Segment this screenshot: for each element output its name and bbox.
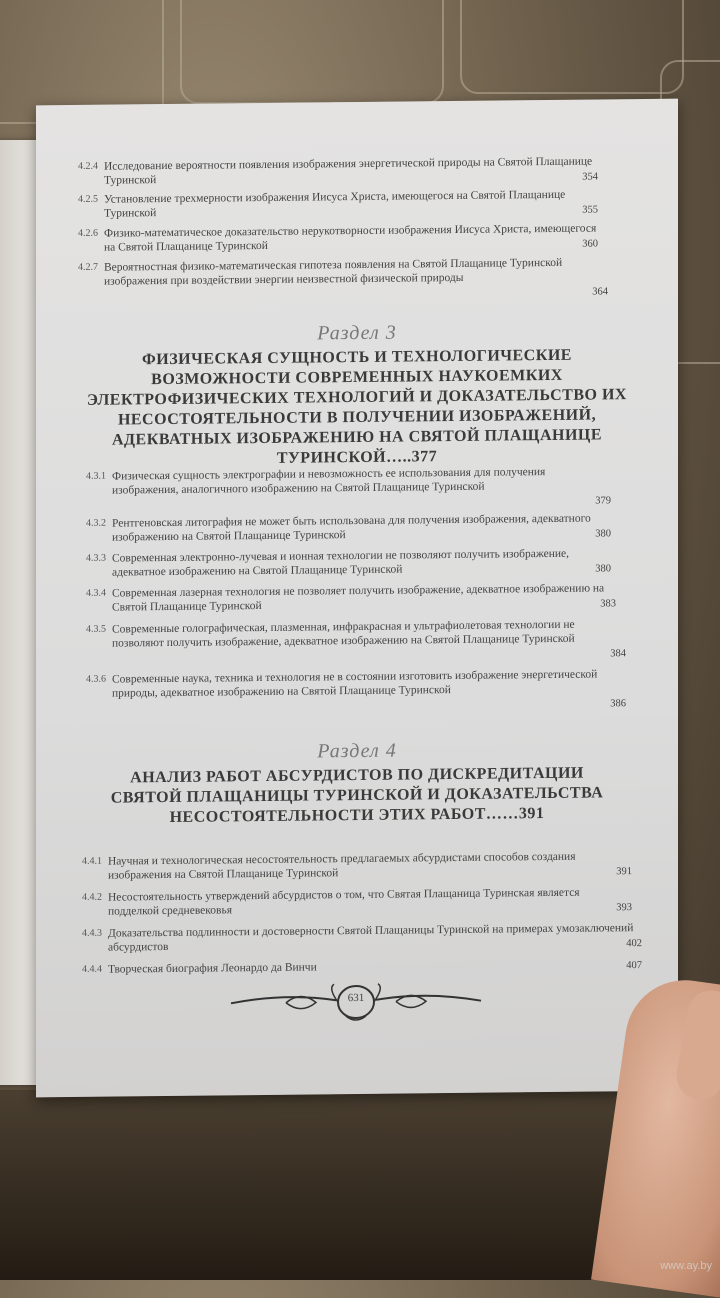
book-page [36,99,678,1098]
entry-title: Научная и технологическая несостоятельность предлагаемых абсурдистами способов создания изображения на Святой Плащанице Туринской [108,850,576,882]
entry-number: 4.2.4 [78,160,98,172]
toc-entry [86,546,611,581]
entry-title: Исследование вероятности появления изображения энергетической природы на Святой Плащанице Туринской [104,155,593,187]
entry-number: 4.3.5 [86,623,106,635]
entry-number: 4.4.1 [82,855,102,867]
entry-title: Современные голографическая, плазменная, инфракрасная и ультрафиолетовая технологии не позволяют получить изображение, адекватное изображению на Святой Плащанице Туринской [112,618,575,650]
page-number: 631 [347,991,365,1005]
entry-page: 383 [600,598,616,610]
entry-page: 379 [595,495,611,507]
entry-page: 355 [582,204,598,216]
entry-title: Установление трехмерности изображения Иисуса Христа, имеющегося на Святой Плащанице Туринской [104,188,566,220]
entry-page: 364 [592,286,608,298]
section-heading-text: ФИЗИЧЕСКАЯ СУЩНОСТЬ И ТЕХНОЛОГИЧЕСКИЕ ВОЗМОЖНОСТИ СОВРЕМЕННЫХ НАУКОЕМКИХ ЭЛЕКТРОФИЗИЧЕСКИХ ТЕХНОЛОГИЙ И ДОКАЗАТЕЛЬСТВО ИХ НЕСОСТОЯТЕЛЬНОСТИ В ПОЛУЧЕНИИ ИЗОБРАЖЕНИЙ, АДЕКВАТНЫХ ИЗОБРАЖЕНИЮ НА СВЯТОЙ ПЛАЩАНИЦЕ ТУРИНСКОЙ [87,346,627,467]
toc-entry [86,581,616,617]
section-heading-text: АНАЛИЗ РАБОТ АБСУРДИСТОВ ПО ДИСКРЕДИТАЦИИ СВЯТОЙ ПЛАЩАНИЦЫ ТУРИНСКОЙ И ДОКАЗАТЕЛЬСТВА НЕСОСТОЯТЕЛЬНОСТИ ЭТИХ РАБОТ [110,764,604,826]
section-title: Раздел 3 [317,321,397,345]
entry-number: 4.4.4 [82,963,102,975]
section-heading-page: 391 [518,805,545,823]
entry-number: 4.3.2 [86,517,106,529]
section-heading-page: 377 [411,448,438,466]
entry-number: 4.2.5 [78,193,98,205]
entry-title: Доказательства подлинности и достоверности Святой Плащаницы Туринской на примерах умозаключений абсурдистов [108,922,634,954]
entry-title: Несостоятельность утверждений абсурдистов о том, что Святая Плащаница Туринская является подделкой средневековья [108,886,580,918]
entry-title: Современные наука, техника и технология не в состоянии изготовить изображение энергетической природы, адекватное изображению на Святой Плащанице Туринской [112,668,598,700]
entry-title: Физико-математическое доказательство нерукотворности изображения Иисуса Христа, имеющегося на Святой Плащанице Туринской [104,222,597,254]
watermark: www.ay.by [660,1260,712,1272]
entry-page: 386 [610,698,626,710]
entry-number: 4.3.1 [86,470,106,482]
entry-page: 402 [626,938,642,950]
toc-entry [86,667,626,717]
entry-number: 4.4.2 [82,891,102,903]
entry-number: 4.2.7 [78,261,98,273]
entry-page: 391 [616,866,632,878]
toc-entry [78,154,598,189]
floor-tile [460,0,684,94]
entry-page: 393 [616,902,632,914]
toc-entry [78,187,598,222]
toc-entry [82,849,632,885]
entry-title: Творческая биография Леонардо да Винчи [108,961,317,976]
left-page-edge [0,140,38,1085]
entry-page: 380 [595,528,611,540]
entry-title: Физическая сущность электрографии и невозможность ее использования для получения изображения, аналогичного изображению на Святой Плащанице Туринской [112,466,546,497]
entry-title: Современная лазерная технология не позволяет получить изображение, адекватное изображению на Святой Плащанице Туринской [112,582,605,614]
toc-entry [86,464,611,513]
section-heading: ФИЗИЧЕСКАЯ СУЩНОСТЬ И ТЕХНОЛОГИЧЕСКИЕ ВОЗМОЖНОСТИ СОВРЕМЕННЫХ НАУКОЕМКИХ ЭЛЕКТРОФИЗИЧЕСКИХ ТЕХНОЛОГИЙ И ДОКАЗАТЕЛЬСТВО ИХ НЕСОСТОЯТЕЛЬНОСТИ В ПОЛУЧЕНИИ ИЗОБРАЖЕНИЙ, АДЕКВАТНЫХ ИЗОБРАЖЕНИЮ НА СВЯТОЙ ПЛАЩАНИЦЕ ТУРИНСКОЙ…..377 [87,346,627,467]
entry-page: 384 [610,648,626,660]
entry-page: 354 [582,171,598,183]
entry-page: 360 [582,238,598,250]
entry-number: 4.3.3 [86,552,106,564]
toc-entry [86,617,626,667]
toc-entry [82,957,642,979]
section-title: Раздел 4 [317,739,397,763]
entry-title: Современная электронно-лучевая и ионная технологии не позволяют получить изображение, адекватное изображению на Святой Плащанице Туринской [112,547,570,579]
entry-number: 4.3.4 [86,587,106,599]
entry-number: 4.2.6 [78,227,98,239]
entry-number: 4.4.3 [82,927,102,939]
entry-page: 380 [595,563,611,575]
toc-entry [82,921,642,957]
toc-entry [78,221,598,256]
toc-entry [82,885,632,921]
entry-title: Вероятностная физико-математическая гипотеза появления на Святой Плащанице Туринской изображения при воздействии энергии неизвестной физической природы [104,256,563,288]
entry-page: 407 [626,960,642,972]
entry-title: Рентгеновская литография не может быть использована для получения изображения, адекватного изображению на Святой Плащанице Туринской [112,512,591,544]
section-heading: АНАЛИЗ РАБОТ АБСУРДИСТОВ ПО ДИСКРЕДИТАЦИИ СВЯТОЙ ПЛАЩАНИЦЫ ТУРИНСКОЙ И ДОКАЗАТЕЛЬСТВА НЕСОСТОЯТЕЛЬНОСТИ ЭТИХ РАБОТ……391 [110,764,604,826]
toc-entry [86,511,611,546]
toc-entry [78,255,608,305]
floor-tile [180,0,444,104]
entry-number: 4.3.6 [86,673,106,685]
